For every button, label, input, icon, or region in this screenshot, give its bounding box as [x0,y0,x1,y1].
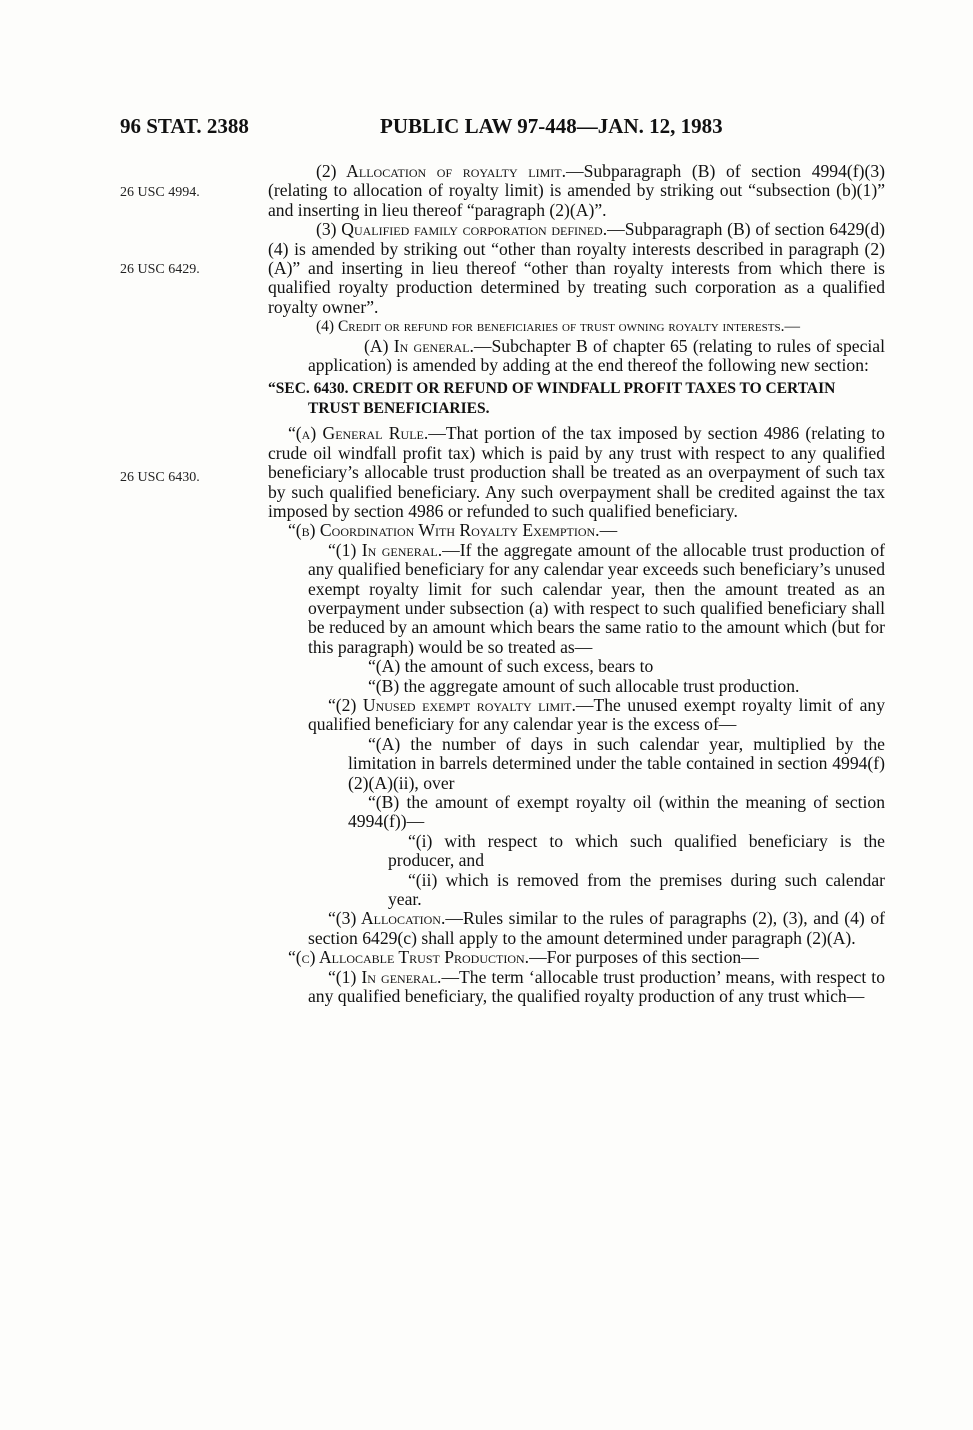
subsection-b1-a: “(A) the amount of such excess, bears to [368,656,654,677]
subsection-b-heading: “(b) Coordination With Royalty Exemption.— [288,520,618,541]
subsection-a: “(a) General Rule.—That portion of the tax imposed by section 4986 (relating to crude oil windfall profit tax) which is paid by any trust with respect to any qualified beneficiary’s allocable trust production shall be treated as an overpayment of such tax by such qualified beneficiary. Any such overpayment shall be credited against the tax imposed by section 4986 or refunded to such qualified beneficiary. [268,423,885,521]
margin-note-6429: 26 USC 6429. [120,262,200,277]
subsection-b2-b: “(B) the amount of exempt royalty oil (within the meaning of section 4994(f))— [348,792,885,832]
subsection-b2-a: “(A) the number of days in such calendar year, multiplied by the limitation in barrels determined under the table contained in section 4994(f)(2)(A)(ii), over [348,733,885,793]
stat-page-number: 96 STAT. 2388 [120,114,249,138]
margin-note-4994: 26 USC 4994. [120,185,200,200]
para-4-heading: (4) Credit or refund for beneficiaries of trust owning royalty interests.— [316,318,800,336]
section-6430-title: “SEC. 6430. CREDIT OR REFUND OF WINDFALL PROFIT TAXES TO CERTAIN TRUST BENEFICIARIES. [268,380,836,417]
para-3: (3) Qualified family corporation defined.—Subparagraph (B) of section 6429(d)(4) is amended by striking out “other than royalty interests described in paragraph (2)(A)” and inserting in lieu thereof “other than royalty interests from which there is qualified royalty production determined by treating such corporation as a qualified royalty owner”. [268,219,885,317]
subsection-b3: “(3) Allocation.—Rules similar to the rules of paragraphs (2), (3), and (4) of section 6429(c) shall apply to the amount determined under paragraph (2)(A). [308,908,885,948]
subsection-b1: “(1) In general.—If the aggregate amount of the allocable trust production of any qualified beneficiary for any calendar year exceeds such beneficiary’s unused exempt royalty limit for such calendar year, then the amount treated as an overpayment under subsection (a) with respect to such qualified beneficiary shall be reduced by an amount which bears the same ratio to the amount which (but for this paragraph) would be so treated as— [308,539,885,657]
para-2: (2) Allocation of royalty limit.—Subparagraph (B) of section 4994(f)(3) (relating to allocation of royalty limit) is amended by striking out “subsection (b)(1)” and inserting in lieu thereof “paragraph (2)(A)”. [268,161,885,220]
subsection-c1: “(1) In general.—The term ‘allocable trust production’ means, with respect to any qualified beneficiary, the qualified royalty production of any trust which— [308,966,885,1007]
subsection-b2-b-i: “(i) with respect to which such qualified beneficiary is the producer, and [388,830,885,871]
subsection-b2-b-ii: “(ii) which is removed from the premises during such calendar year. [388,869,885,910]
statute-body [268,162,885,1006]
subsection-b2: “(2) Unused exempt royalty limit.—The unused exempt royalty limit of any qualified beneficiary for any calendar year is the excess of— [308,694,885,735]
law-title: PUBLIC LAW 97-448—JAN. 12, 1983 [380,114,723,138]
subsection-c: “(c) Allocable Trust Production.—For purposes of this section— [288,947,759,968]
margin-note-6430: 26 USC 6430. [120,470,200,485]
subsection-b1-b: “(B) the aggregate amount of such allocable trust production. [368,675,800,696]
para-4a: (A) In general.—Subchapter B of chapter 65 (relating to rules of special application) is amended by adding at the end thereof the following new section: [308,335,885,376]
